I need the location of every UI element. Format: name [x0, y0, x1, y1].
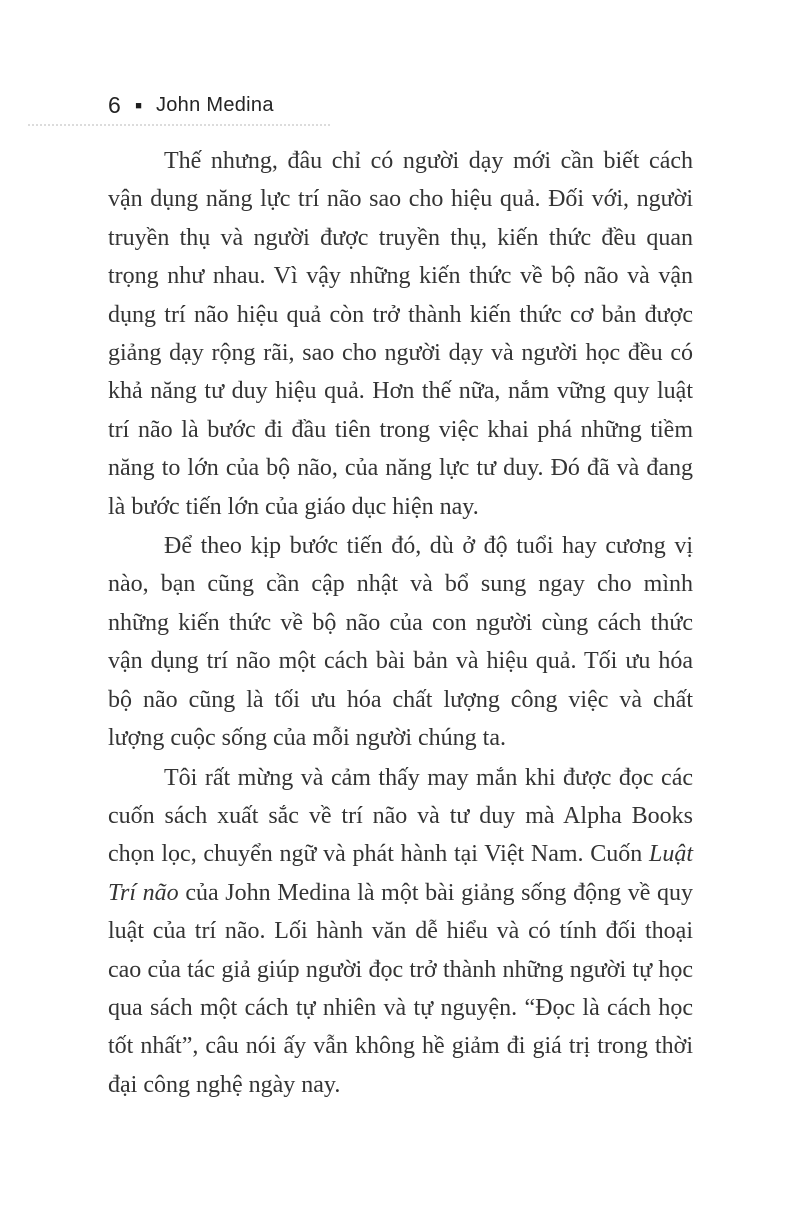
page-header [108, 92, 274, 119]
paragraph-text: Thế nhưng, đâu chỉ có người dạy mới cần biết cách vận dụng năng lực trí não sao cho hiệu quả. Đối với, người truyền thụ và người được truyền thụ, kiến thức đều quan trọng như nhau. Vì vậy những kiến thức về bộ não và vận dụng trí não hiệu quả còn trở thành kiến thức cơ bản được giảng dạy rộng rãi, sao cho người dạy và người học đều có khả năng tư duy hiệu quả. Hơn thế nữa, nắm vững quy luật trí não là bước đi đầu tiên trong việc khai phá những tiềm năng to lớn của bộ não, của năng lực tư duy. Đó đã và đang là bước tiến lớn của giáo dục hiện nay. [108, 148, 693, 520]
page-number: 6 [108, 92, 122, 118]
square-bullet-icon: ■ [135, 100, 142, 112]
paragraph-text: của John Medina là một bài giảng sống động về quy luật của trí não. Lối hành văn dễ hiểu và có tính đối thoại cao của tác giả giúp người đọc trở thành những người tự học qua sách một cách tự nhiên và tự nguyện. “Đọc là cách học tốt nhất”, câu nói ấy vẫn không hề giảm đi giá trị trong thời đại công nghệ ngày nay. [108, 879, 694, 1098]
italic-book-title: Luật Trí não [108, 841, 693, 906]
paragraph-text: Để theo kịp bước tiến đó, dù ở độ tuổi hay cương vị nào, bạn cũng cần cập nhật và bổ sung ngay cho mình những kiến thức về bộ não của con người cùng cách thức vận dụng trí não một cách bài bản và hiệu quả. Tối ưu hóa bộ não cũng là tối ưu hóa chất lượng công việc và chất lượng cuộc sống của mỗi người chúng ta. [108, 533, 693, 752]
paragraph [108, 527, 693, 757]
running-head-author: John Medina [155, 94, 274, 116]
body-paragraphs [108, 142, 693, 1104]
paragraph [108, 759, 693, 1105]
header-dotted-rule [28, 124, 330, 126]
paragraph-text: Tôi rất mừng và cảm thấy may mắn khi được đọc các cuốn sách xuất sắc về trí não và tư duy mà Alpha Books chọn lọc, chuyển ngữ và phát hành tại Việt Nam. Cuốn [108, 764, 693, 868]
paragraph [108, 142, 693, 526]
